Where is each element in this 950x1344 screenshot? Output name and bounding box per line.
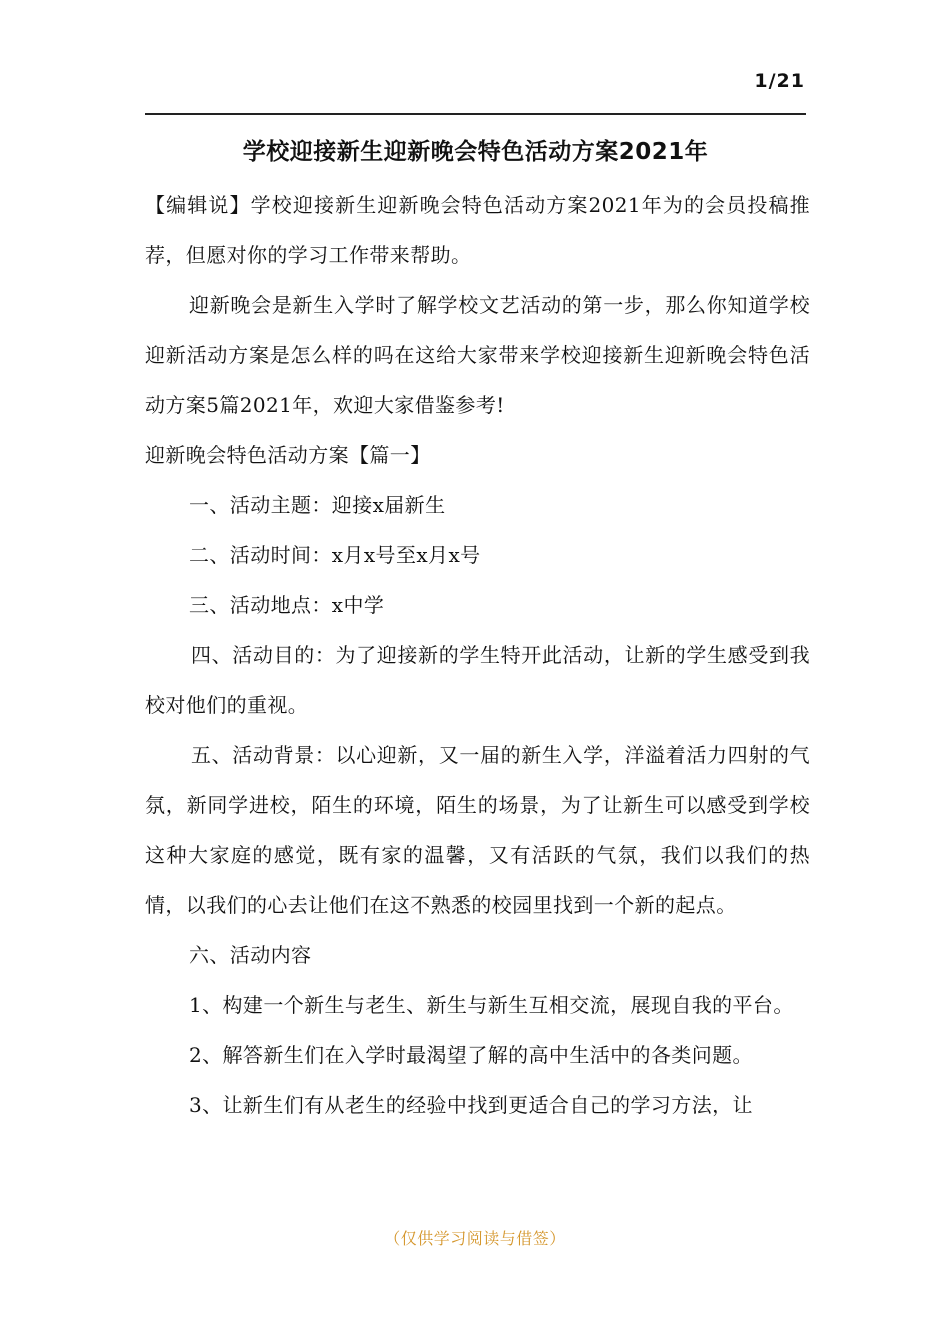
header-divider bbox=[145, 113, 806, 115]
activity-purpose: 四、活动目的：为了迎接新的学生特开此活动，让新的学生感受到我校对他们的重视。 bbox=[145, 643, 810, 717]
activity-theme: 一、活动主题：迎接x届新生 bbox=[189, 493, 446, 517]
document-body bbox=[145, 180, 810, 1130]
activity-background: 五、活动背景：以心迎新，又一届的新生入学，洋溢着活力四射的气氛，新同学进校，陌生的环境，陌生的场景，为了让新生可以感受到学校这种大家庭的感觉，既有家的温馨，又有活跃的气氛，我们以我们的热情，以我们的心去让他们在这不熟悉的校园里找到一个新的起点。 bbox=[145, 743, 810, 917]
content-item-1: 1、构建一个新生与老生、新生与新生互相交流，展现自我的平台。 bbox=[189, 993, 794, 1017]
activity-content-heading: 六、活动内容 bbox=[189, 943, 312, 967]
page-number: 1/21 bbox=[754, 70, 805, 92]
activity-time: 二、活动时间：x月x号至x月x号 bbox=[189, 543, 481, 567]
section-heading: 迎新晚会特色活动方案【篇一】 bbox=[145, 443, 431, 467]
document-title: 学校迎接新生迎新晚会特色活动方案2021年 bbox=[242, 139, 709, 165]
content-item-2: 2、解答新生们在入学时最渴望了解的高中生活中的各类问题。 bbox=[189, 1043, 753, 1067]
content-item-3: 3、让新生们有从老生的经验中找到更适合自己的学习方法，让 bbox=[189, 1093, 753, 1117]
footer-note: （仅供学习阅读与借签） bbox=[384, 1229, 566, 1248]
editor-note-paragraph: 【编辑说】学校迎接新生迎新晚会特色活动方案2021年为的会员投稿推荐，但愿对你的学习工作带来帮助。 bbox=[145, 193, 810, 267]
intro-paragraph: 迎新晚会是新生入学时了解学校文艺活动的第一步，那么你知道学校迎新活动方案是怎么样的吗在这给大家带来学校迎接新生迎新晚会特色活动方案5篇2021年，欢迎大家借鉴参考! bbox=[145, 293, 810, 417]
activity-location: 三、活动地点：x中学 bbox=[189, 593, 385, 617]
